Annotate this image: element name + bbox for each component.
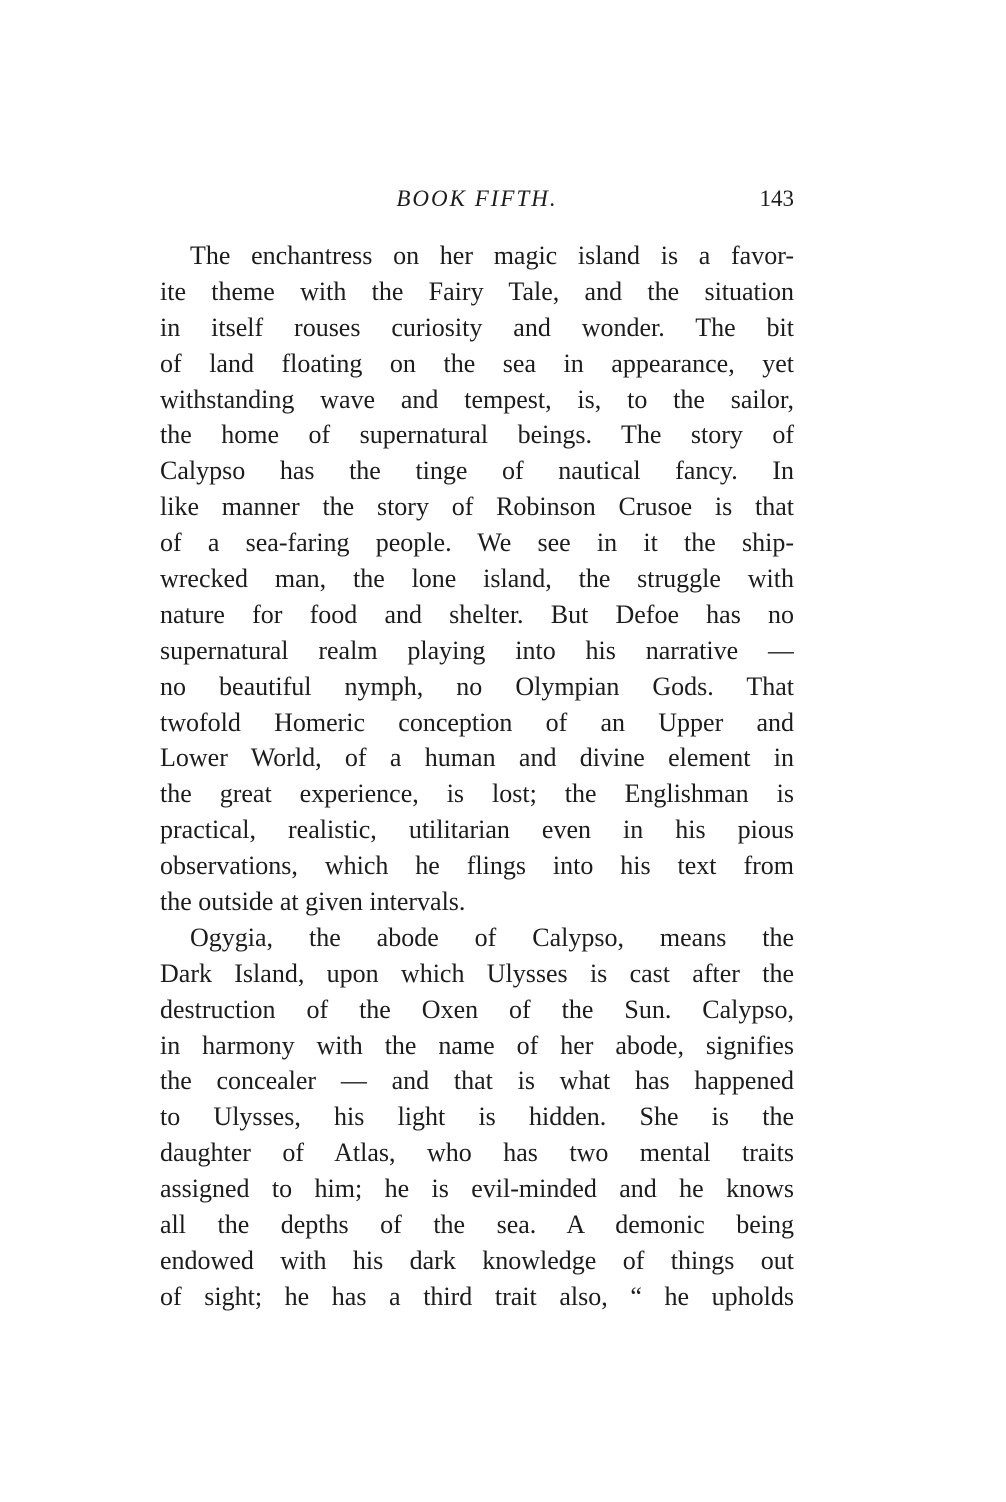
text-line: in harmony with the name of her abode, signifies [160, 1030, 794, 1060]
paragraph-2 [160, 920, 794, 1315]
running-title: BOOK FIFTH. [396, 186, 558, 211]
text-line: Dark Island, upon which Ulysses is cast after the [160, 958, 794, 988]
text-line: the home of supernatural beings. The story of [160, 420, 794, 450]
text-line: observations, which he flings into his text from [160, 851, 794, 881]
text-line: withstanding wave and tempest, is, to the sailor, [160, 384, 794, 414]
text-line: wrecked man, the lone island, the struggle with [160, 564, 794, 594]
text-line: assigned to him; he is evil-minded and he knows [160, 1174, 794, 1204]
text-line: no beautiful nymph, no Olympian Gods. That [160, 671, 794, 701]
text-line: Ogygia, the abode of Calypso, means the [190, 922, 794, 952]
text-line: daughter of Atlas, who has two mental traits [160, 1138, 794, 1168]
text-line: the great experience, is lost; the Englishman is [160, 779, 794, 809]
text-line: endowed with his dark knowledge of things out [160, 1245, 794, 1275]
text-line: ite theme with the Fairy Tale, and the situation [160, 276, 794, 306]
text-line: of a sea-faring people. We see in it the ship- [160, 528, 794, 558]
text-line: the outside at given intervals. [160, 887, 466, 917]
text-line: the concealer — and that is what has happened [160, 1066, 794, 1096]
text-line: practical, realistic, utilitarian even in his pious [160, 815, 794, 845]
text-line: like manner the story of Robinson Crusoe is that [160, 492, 794, 522]
page-number: 143 [759, 186, 794, 211]
text-line: destruction of the Oxen of the Sun. Calypso, [160, 994, 794, 1024]
text-line: twofold Homeric conception of an Upper and [160, 707, 794, 737]
text-line: of land floating on the sea in appearance, yet [160, 348, 794, 378]
text-line: The enchantress on her magic island is a favor- [190, 241, 794, 270]
text-line: to Ulysses, his light is hidden. She is the [160, 1102, 794, 1132]
running-head [160, 186, 794, 216]
text-line: supernatural realm playing into his narrative — [160, 635, 794, 665]
body-text [160, 238, 794, 1315]
text-line: of sight; he has a third trait also, “ he upholds [160, 1281, 794, 1311]
text-line: all the depths of the sea. A demonic being [160, 1210, 794, 1240]
text-line: Lower World, of a human and divine element in [160, 743, 794, 773]
text-line: nature for food and shelter. But Defoe has no [160, 599, 794, 629]
text-line: Calypso has the tinge of nautical fancy. In [160, 456, 794, 486]
text-line: in itself rouses curiosity and wonder. The bit [160, 312, 794, 342]
paragraph-1 [160, 238, 794, 920]
